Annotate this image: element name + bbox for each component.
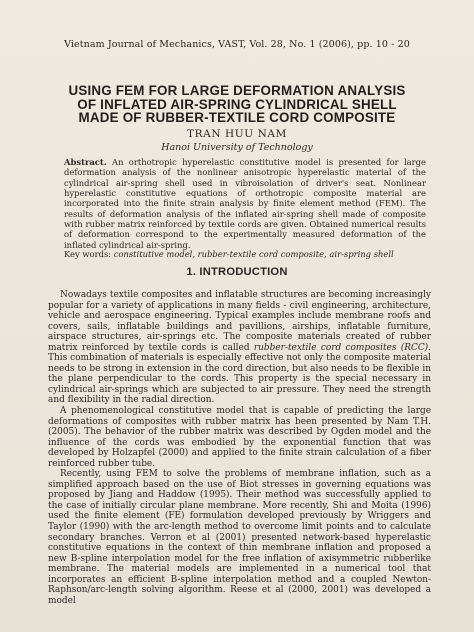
body-paragraph: Recently, using FEM to solve the problems of membrane inflation, such as a simplified approach based on the use of Biot stresses in governing equations was proposed by Jiang and Haddow (1995). Their method was successfully applied to the case of initially circular plane membrane. More recently, Shi and Moita (1996) used the finite element (FE) formulation developed previously by Wriggers and Taylor (1990) with the arc-length method to overcome limit points and to calculate secondary branches. Verron et al (2001) presented network-based hyperelastic constitutive equations in the context of thin membrane inflation and proposed a new B-spline interpolation model for the free inflation of axisymmetric rubberlike membrane. The material models are implemented in a numerical tool that incorporates an efficient B-spline interpolation method and a coupled Newton-Raphson/arc-length solving algorithm. Reese et al (2000, 2001) was developed a model xyxy=(48,469,431,606)
keywords xyxy=(64,249,426,259)
title-line: MADE OF RUBBER-TEXTILE CORD COMPOSITE xyxy=(78,110,396,126)
abstract xyxy=(64,157,426,250)
body-paragraph: A phenomenological constitutive model that is capable of predicting the large deformations of composites with rubber matrix has been presented by Nam T.H. (2005). The behavior of the rubber matrix was described by Ogden model and the influence of the cords was embodied by the exponential function that was developed by Holzapfel (2000) and applied to the finite strain calculation of a fiber reinforced rubber tube. xyxy=(48,406,431,469)
abstract-label: Abstract. xyxy=(64,157,107,167)
section-heading: 1. INTRODUCTION xyxy=(186,266,288,278)
abstract-text: An orthotropic hyperelastic constitutive model is presented for large deformation analysis of the nonlinear anisotropic hyperelastic material of the cylindrical air-spring shell used in vibroisolation of driver's seat. Nonlinear hyperelastic constitutive equations of orthotropic composite material are incorporated into the finite strain analysis by finite element method (FEM). The results of deformation analysis of the inflated air-spring shell made of composite with rubber matrix reinforced by textile cords are given. Obtained numerical results of deformation correspond to the experimentally measured deformation of the inflated cylindrical air-spring. xyxy=(64,157,426,250)
author-affiliation: Hanoi University of Technology xyxy=(161,142,313,153)
paper-title xyxy=(30,84,444,125)
italic-term: rubber-textile cord composites (RCC) xyxy=(253,342,429,353)
keywords-label: Key words: xyxy=(64,249,114,259)
keywords-text: constitutive model, rubber-textile cord composite, air-spring shell xyxy=(113,249,394,259)
author-name: TRAN HUU NAM xyxy=(187,128,287,140)
abstract-paragraph xyxy=(64,157,426,250)
introduction-body xyxy=(48,290,431,606)
title-line: OF INFLATED AIR-SPRING CYLINDRICAL SHELL xyxy=(77,96,397,112)
title-line: USING FEM FOR LARGE DEFORMATION ANALYSIS xyxy=(68,83,406,98)
journal-header: Vietnam Journal of Mechanics, VAST, Vol. 28, No. 1 (2006), pp. 10 - 20 xyxy=(64,39,410,50)
body-paragraph: Nowadays textile composites and inflatable structures are becoming increasingly popular for a variety of applications in many fields - civil engineering, architecture, vehicle and aerospace engineering. Typical examples include membrane roofs and covers, sails, inflatable buildings and pavillions, airships, inflatable furniture, airspace structures, air-springs etc. The composite materials created of rubber matrix reinforced by textile cords is called rubber-textile cord composites (RCC). This combination of materials is especially effective not only the composite material needs to be strong in extension in the cord direction, but also needs to be flexible in the plane perpendicular to the cords. This property is the special necessary in cylindrical air-springs which are subjected to air pressure. They need the strength and flexibility in the radial direction. xyxy=(48,290,431,406)
